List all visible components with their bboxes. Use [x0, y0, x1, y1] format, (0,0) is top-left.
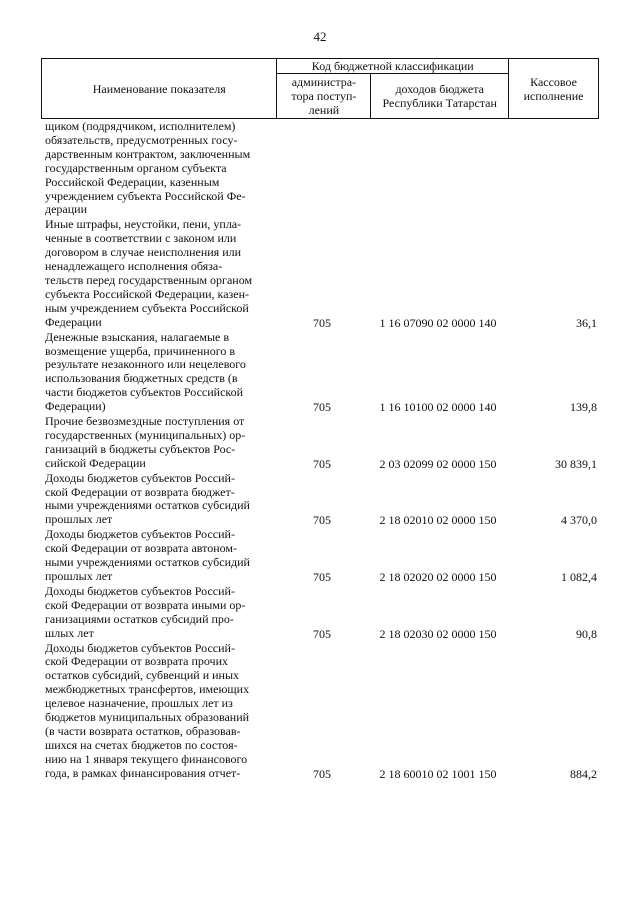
table-row [45, 331, 597, 414]
table-row [45, 218, 597, 329]
row-exec-value: 884,2 [570, 766, 597, 781]
row-income-code: 2 18 02010 02 0000 150 [379, 513, 497, 528]
table-row [45, 528, 597, 584]
row-name: Иные штрафы, неустойки, пени, упла- ченные в соответствии с законом или договором в случае неисполнения или ненадлежащего исполнения обяза- тельств перед государственным органом субъекта Российской Федерации, казен- ным учреждением субъекта Российской Федерации [45, 217, 253, 329]
row-exec-value: 36,1 [576, 315, 597, 330]
table-header [41, 58, 599, 119]
page-number: 42 [313, 29, 327, 44]
table-row [45, 642, 597, 781]
header-code-group: Код бюджетной классификации [277, 59, 509, 74]
row-income-code: 2 18 60010 02 1001 150 [379, 766, 497, 781]
row-admin-code: 705 [313, 569, 331, 584]
header-income-col: доходов бюджета Республики Татарстан [371, 74, 509, 119]
header-name-col: Наименование показателя [42, 59, 277, 119]
row-income-code: 1 16 10100 02 0000 140 [379, 400, 497, 415]
row-income-code: 1 16 07090 02 0000 140 [379, 315, 497, 330]
table-row [45, 585, 597, 641]
row-admin-code: 705 [313, 513, 331, 528]
row-exec-value: 90,8 [576, 626, 597, 641]
row-admin-code: 705 [313, 315, 331, 330]
table-row [45, 415, 597, 471]
row-admin-code: 705 [313, 456, 331, 471]
row-exec-value: 30 839,1 [555, 456, 597, 471]
row-name: Денежные взыскания, налагаемые в возмещение ущерба, причиненного в результате незаконного или нецелевого использования бюджетных средств (в части бюджетов субъектов Российской Федерации) [45, 329, 246, 414]
row-admin-code: 705 [313, 766, 331, 781]
table-row [45, 472, 597, 528]
row-income-code: 2 18 02030 02 0000 150 [379, 626, 497, 641]
row-exec-value: 4 370,0 [561, 513, 597, 528]
row-name: Доходы бюджетов субъектов Россий- ской Федерации от возврата иными ор- ганизациями остатков субсидий про- шлых лет [45, 583, 246, 640]
row-income-code: 2 03 02099 02 0000 150 [379, 456, 497, 471]
header-admin-col: администра- тора поступ- лений [277, 74, 371, 119]
row-admin-code: 705 [313, 626, 331, 641]
row-name: щиком (подрядчиком, исполнителем) обязательств, предусмотренных госу- дарственным контрактом, заключенным государственным органом субъекта Российской Федерации, казенным учреждением субъекта Российской Фе- дерации [45, 119, 251, 217]
row-name: Доходы бюджетов субъектов Россий- ской Федерации от возврата прочих остатков субсидий, субвенций и иных межбюджетных трансфертов, имеющих целевое назначение, прошлых лет из бюджетов муниципальных образований (в части возврата остатков, образовав- шихся на счетах бюджетов по состоя- нию на 1 января текущего финансового года, в рамках финансирования отчет- [45, 640, 250, 780]
row-income-code: 2 18 02020 02 0000 150 [379, 569, 497, 584]
row-name: Доходы бюджетов субъектов Россий- ской Федерации от возврата бюджет- ными учреждениями остатков субсидий прошлых лет [45, 470, 250, 527]
table-body [45, 120, 597, 782]
row-name: Доходы бюджетов субъектов Россий- ской Федерации от возврата автоном- ными учреждениями остатков субсидий прошлых лет [45, 527, 250, 583]
row-exec-value: 139,8 [570, 400, 597, 415]
row-admin-code: 705 [313, 400, 331, 415]
row-exec-value: 1 082,4 [561, 569, 597, 584]
table-row [45, 120, 597, 217]
row-name: Прочие безвозмездные поступления от государственных (муниципальных) ор- ганизаций в бюджеты субъектов Рос- сийской Федерации [45, 414, 246, 470]
header-exec-col: Кассовое исполнение [509, 59, 599, 119]
